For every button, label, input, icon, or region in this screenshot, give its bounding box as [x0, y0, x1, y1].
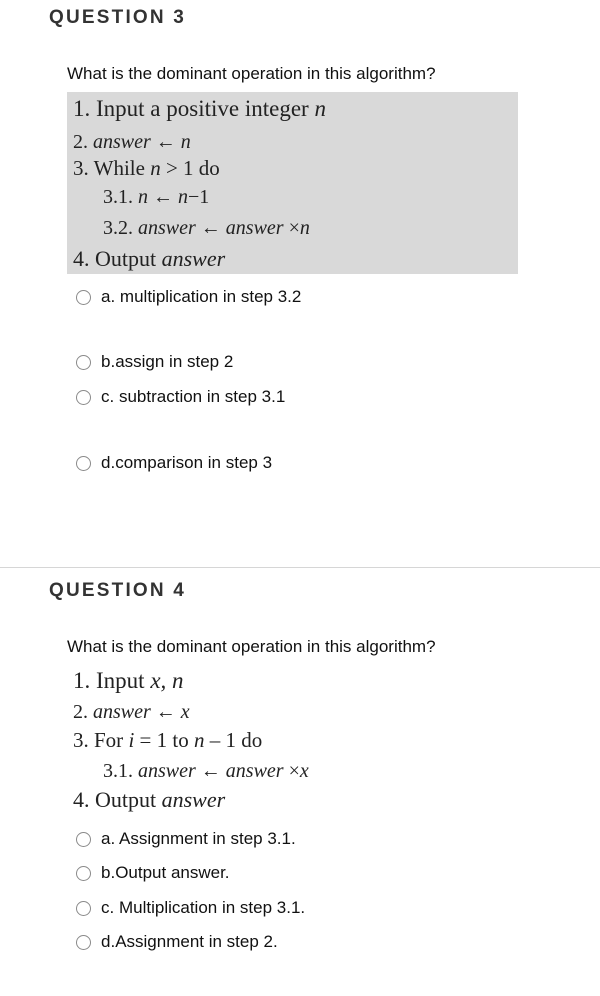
question-4-option-c[interactable] [76, 898, 305, 918]
algorithm-step-2: 2. answer ← n [73, 131, 191, 153]
radio-button[interactable] [76, 456, 91, 471]
question-3-heading: QUESTION 3 [49, 7, 187, 28]
option-text: Assignment in step 3.1. [118, 829, 296, 848]
algorithm-step-3-1: 3.1. n ← n−1 [103, 186, 210, 208]
question-4-option-d[interactable] [76, 932, 278, 952]
question-3-option-a[interactable] [76, 287, 301, 307]
option-label: c. [101, 898, 115, 917]
option-text: Assignment in step 2. [115, 932, 278, 951]
option-label: d. [101, 932, 116, 951]
radio-button[interactable] [76, 901, 91, 916]
question-3-option-d[interactable] [76, 453, 272, 473]
option-label: c. [101, 387, 115, 406]
option-text: subtraction in step 3.1 [118, 387, 286, 406]
question-3-algorithm-box [67, 92, 518, 274]
algorithm-step-2: 2. answer ← x [73, 701, 190, 723]
algorithm-step-1: 1. Input a positive integer n [73, 96, 326, 121]
algorithm-step-3: 3. While n > 1 do [73, 156, 220, 180]
question-3-prompt: What is the dominant operation in this algorithm? [67, 64, 436, 83]
option-label: a. [101, 829, 116, 848]
radio-button[interactable] [76, 355, 91, 370]
algorithm-step-1: 1. Input x, n [73, 668, 184, 693]
algorithm-step-3-1: 3.1. answer ← answer ×x [103, 760, 309, 782]
question-4-option-b[interactable] [76, 863, 230, 883]
radio-button[interactable] [76, 866, 91, 881]
question-3-option-c[interactable] [76, 387, 285, 407]
option-text: Output answer. [115, 863, 230, 882]
radio-button[interactable] [76, 290, 91, 305]
algorithm-step-3: 3. For i = 1 to n – 1 do [73, 728, 263, 752]
question-3-option-b[interactable] [76, 352, 233, 372]
option-text: Multiplication in step 3.1. [118, 898, 306, 917]
question-4-algorithm-box [67, 664, 518, 824]
question-4-prompt: What is the dominant operation in this algorithm? [67, 637, 436, 656]
option-text: comparison in step 3 [115, 453, 273, 472]
option-text: multiplication in step 3.2 [119, 287, 302, 306]
option-label: d. [101, 453, 116, 472]
question-divider [0, 567, 600, 568]
option-label: b. [101, 352, 116, 371]
algorithm-step-4: 4. Output answer [73, 246, 226, 271]
option-text: assign in step 2 [115, 352, 234, 371]
algorithm-step-3-2: 3.2. answer ← answer ×n [103, 217, 310, 239]
option-label: a. [101, 287, 116, 306]
radio-button[interactable] [76, 832, 91, 847]
radio-button[interactable] [76, 935, 91, 950]
algorithm-step-4: 4. Output answer [73, 787, 226, 812]
question-4-heading: QUESTION 4 [49, 580, 187, 601]
question-4-option-a[interactable] [76, 829, 296, 849]
radio-button[interactable] [76, 390, 91, 405]
option-label: b. [101, 863, 116, 882]
